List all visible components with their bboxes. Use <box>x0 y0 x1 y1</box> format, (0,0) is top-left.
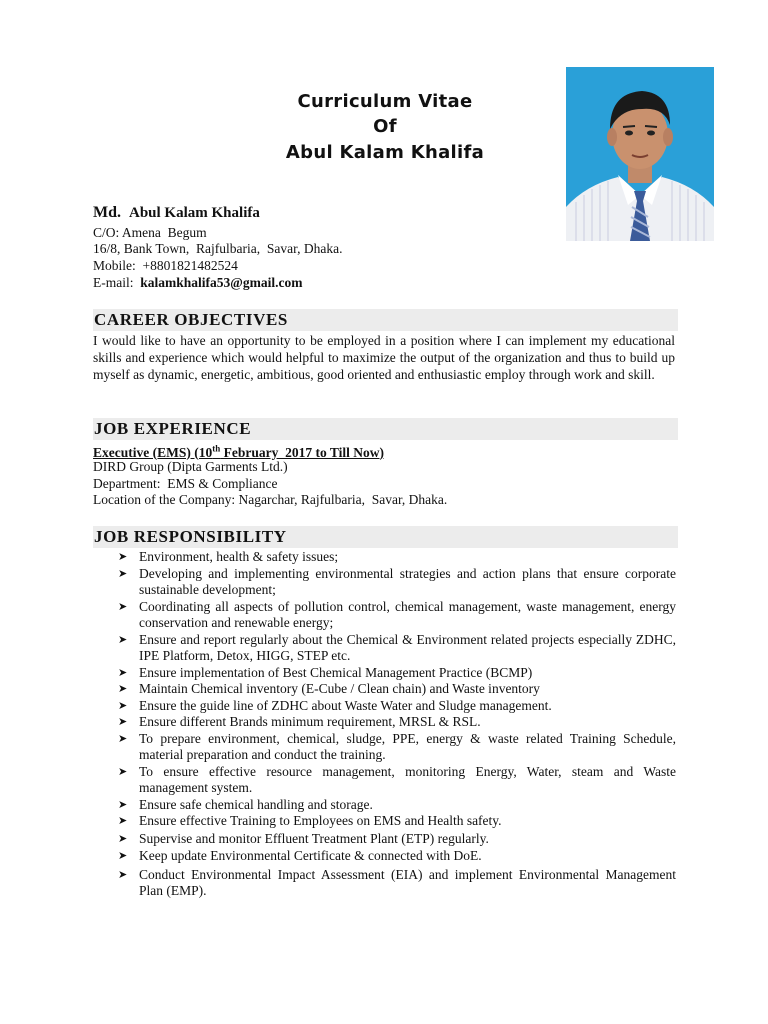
arrow-bullet-icon: ➤ <box>118 550 128 563</box>
arrow-bullet-icon: ➤ <box>118 814 128 827</box>
responsibility-item-text: To ensure effective resource management, monitoring Energy, Water, steam and Waste management system. <box>139 763 676 795</box>
responsibility-item-text: Conduct Environmental Impact Assessment (EIA) and implement Environmental Management Plan (EMP). <box>139 866 676 898</box>
document-title-line-3: Abul Kalam Khalifa <box>285 142 485 163</box>
document-title-line-1: Curriculum Vitae <box>297 91 473 112</box>
company-name: DIRD Group (Dipta Garments Ltd.) <box>93 459 288 474</box>
responsibility-item-text: Ensure and report regularly about the Chemical & Environment related projects especially ZDHC, IPE Platform, Detox, HIGG, STEP etc. <box>139 631 676 663</box>
responsibility-item <box>118 848 676 865</box>
job-responsibility-heading: JOB RESPONSIBILITY <box>93 526 678 548</box>
responsibility-item-text: To prepare environment, chemical, sludge, PPE, energy & waste related Training Schedule, material preparation and conduct the training. <box>139 730 676 762</box>
responsibility-item-text: Developing and implementing environmental strategies and action plans that ensure corporate sustainable development; <box>139 565 676 597</box>
responsibility-item-text: Supervise and monitor Effluent Treatment Plant (ETP) regularly. <box>139 830 489 846</box>
responsibility-item <box>118 665 676 682</box>
career-objectives-heading: CAREER OBJECTIVES <box>93 309 678 331</box>
arrow-bullet-icon: ➤ <box>118 566 128 580</box>
responsibility-item-text: Ensure safe chemical handling and storage. <box>139 796 373 812</box>
responsibility-item <box>118 813 676 830</box>
responsibility-item <box>118 714 676 731</box>
arrow-bullet-icon: ➤ <box>118 599 128 613</box>
responsibility-item-text: Ensure implementation of Best Chemical Management Practice (BCMP) <box>139 664 533 680</box>
document-title-line-2: Of <box>373 116 397 137</box>
responsibility-item-text: Ensure different Brands minimum requirement, MRSL & RSL. <box>139 714 481 729</box>
job-experience-heading: JOB EXPERIENCE <box>93 418 678 440</box>
arrow-bullet-icon: ➤ <box>118 849 128 862</box>
department: Department: EMS & Compliance <box>93 476 278 491</box>
responsibility-item <box>118 797 676 814</box>
responsibility-item <box>118 867 676 900</box>
mobile-line: Mobile: +8801821482524 <box>93 258 238 273</box>
profile-photo <box>566 67 714 241</box>
responsibility-item-text: Environment, health & safety issues; <box>139 549 339 564</box>
company-location: Location of the Company: Nagarchar, Rajfulbaria, Savar, Dhaka. <box>93 492 448 507</box>
responsibility-item-text: Ensure the guide line of ZDHC about Waste Water and Sludge management. <box>139 697 552 713</box>
responsibility-item <box>118 549 676 566</box>
arrow-bullet-icon: ➤ <box>118 698 128 712</box>
email-label: E-mail: <box>93 275 134 290</box>
responsibility-item <box>118 681 676 698</box>
email-address[interactable]: kalamkhalifa53@gmail.com <box>140 275 303 290</box>
responsibility-item <box>118 698 676 715</box>
responsibility-item <box>118 731 676 764</box>
responsibility-item <box>118 632 676 665</box>
responsibility-item-text: Ensure effective Training to Employees on EMS and Health safety. <box>139 813 502 828</box>
responsibility-item <box>118 764 676 797</box>
candidate-name <box>93 204 260 222</box>
name-prefix: Md. <box>93 204 121 221</box>
address-line: 16/8, Bank Town, Rajfulbaria, Savar, Dhaka. <box>93 241 343 256</box>
responsibility-item-text: Maintain Chemical inventory (E-Cube / Clean chain) and Waste inventory <box>139 681 540 696</box>
arrow-bullet-icon: ➤ <box>118 731 128 745</box>
email-line <box>93 274 302 291</box>
care-of-line: C/O: Amena Begum <box>93 225 207 240</box>
arrow-bullet-icon: ➤ <box>118 665 128 679</box>
responsibility-item-text: Coordinating all aspects of pollution control, chemical management, waste management, energy conservation and renewable energy; <box>139 598 676 630</box>
arrow-bullet-icon: ➤ <box>118 715 128 728</box>
responsibility-list <box>118 549 676 900</box>
name-text: Abul Kalam Khalifa <box>129 205 260 221</box>
arrow-bullet-icon: ➤ <box>118 632 128 646</box>
responsibility-item-text: Keep update Environmental Certificate & connected with DoE. <box>139 848 482 863</box>
arrow-bullet-icon: ➤ <box>118 682 128 695</box>
responsibility-item <box>118 566 676 599</box>
job-position-title: Executive (EMS) (10th February 2017 to Till Now) <box>93 443 384 460</box>
arrow-bullet-icon: ➤ <box>118 797 128 811</box>
arrow-bullet-icon: ➤ <box>118 867 128 881</box>
responsibility-item <box>118 831 676 848</box>
arrow-bullet-icon: ➤ <box>118 831 128 845</box>
responsibility-item <box>118 599 676 632</box>
arrow-bullet-icon: ➤ <box>118 764 128 778</box>
career-objectives-text: I would like to have an opportunity to be employed in a position where I can implement my educational skills and experience which would helpful to maximize the output of the organization and thus to build up myself as dynamic, energetic, ambitious, good oriented and enthusiastic employ through work and skill. <box>93 333 675 382</box>
